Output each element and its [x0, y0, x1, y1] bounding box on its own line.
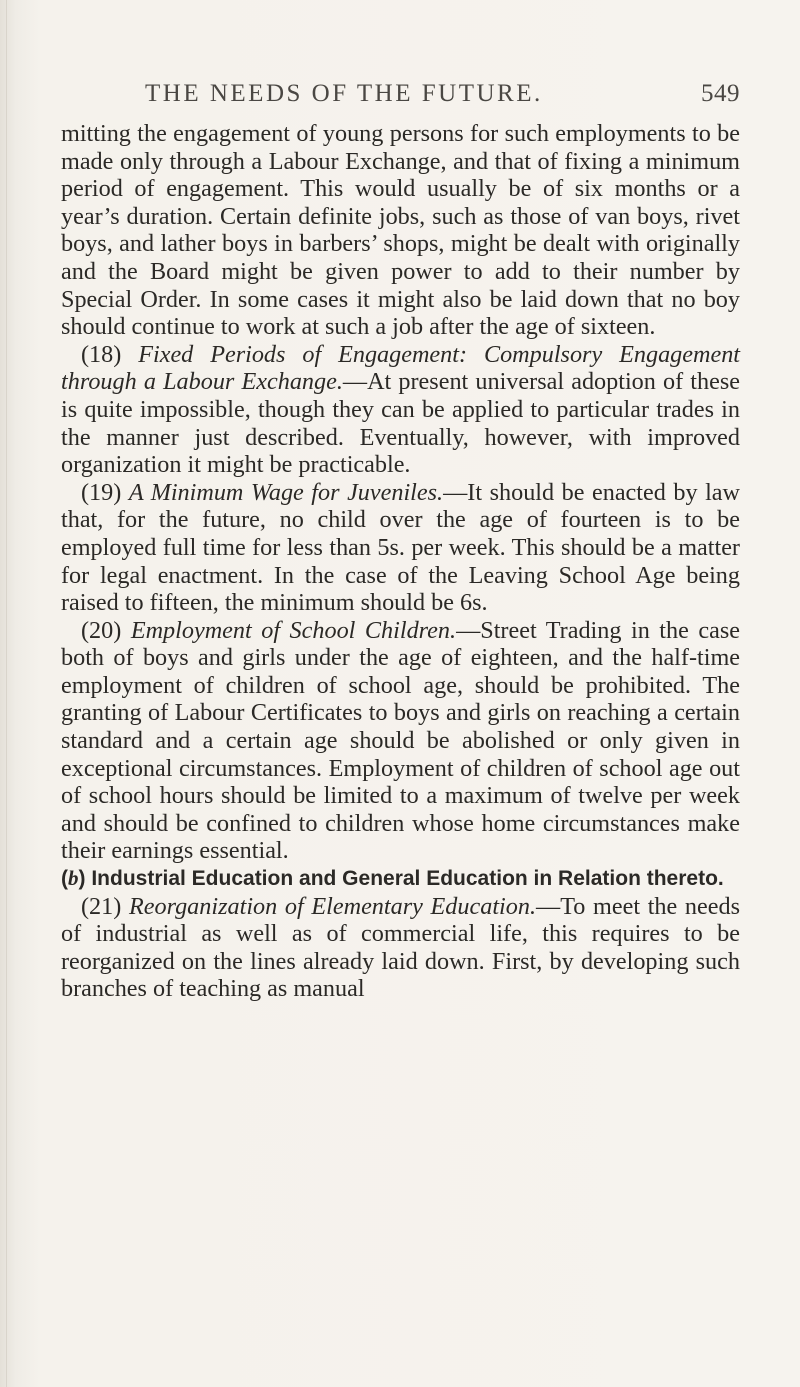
paragraph-text: —To meet the needs of industrial as well as of commercial life, this requires to be reorganized on the lines already laid down. First, by developing such branches of teaching as manual [61, 892, 740, 1003]
subsection-heading: (b) Industrial Education and General Education in Relation thereto. [61, 866, 724, 891]
paragraph-heading: A Minimum Wage for Juveniles. [128, 478, 444, 506]
body-text [61, 120, 740, 1003]
paragraph-number: (21) [81, 892, 122, 920]
paragraph-number: (20) [81, 616, 122, 644]
subsection-title: Industrial Education and General Education in Relation thereto. [91, 867, 724, 891]
paragraph-20 [61, 617, 740, 865]
page-number: 549 [701, 80, 740, 107]
running-head: THE NEEDS OF THE FUTURE. [145, 80, 543, 107]
paragraph-number: (19) [81, 478, 122, 506]
paragraph-heading: Reorganization of Elementary Education. [128, 892, 536, 920]
paragraph-text: mitting the engagement of young persons for such employments to be made only through a Labour Exchange, and that of fixing a minimum period of engagement. This would usually be of six months or a year’s duration. Certain definite jobs, such as those of van boys, rivet boys, and lather boys in barbers’ shops, might be dealt with originally and the Board might be given power to add to their number by Special Order. In some cases it might also be laid down that no boy should continue to work at such a job after the age of sixteen. [61, 120, 740, 341]
paragraph-text: —It should be enacted by law that, for the future, no child over the age of fourteen is to be employed full time for less than 5s. per week. This should be a matter for legal enactment. In the case of the Leaving School Age being raised to fifteen, the minimum should be 6s. [61, 478, 741, 617]
paragraph-heading: Employment of School Children. [130, 616, 457, 644]
paragraph-text: —At present universal adoption of these is quite impossible, though they can be applied to particular trades in the manner just described. Eventually, however, with improved organization it might be practicable. [61, 368, 740, 479]
paragraph-text: —Street Trading in the case both of boys and girls under the age of eighteen, and the half-time employment of children of school age, should be prohibited. The granting of Labour Certificates to boys and girls on reaching a certain standard and a certain age should be abolished or only given in exceptional circumstances. Employment of children of school age out of school hours should be limited to a maximum of twelve per week and should be confined to children whose home circumstances make their earnings essential. [61, 616, 740, 865]
page-header [145, 80, 740, 114]
paragraph-heading: Fixed Periods of Engagement: Compulsory Engagement through a Labour Exchange. [61, 340, 741, 396]
paragraph-21 [61, 893, 740, 1003]
paragraph-19 [61, 479, 740, 617]
paragraph-18 [61, 341, 740, 479]
page-gutter [6, 0, 7, 1387]
paragraph-continuation [61, 120, 740, 341]
subsection-letter: b [68, 866, 79, 891]
paragraph-number: (18) [81, 340, 122, 368]
